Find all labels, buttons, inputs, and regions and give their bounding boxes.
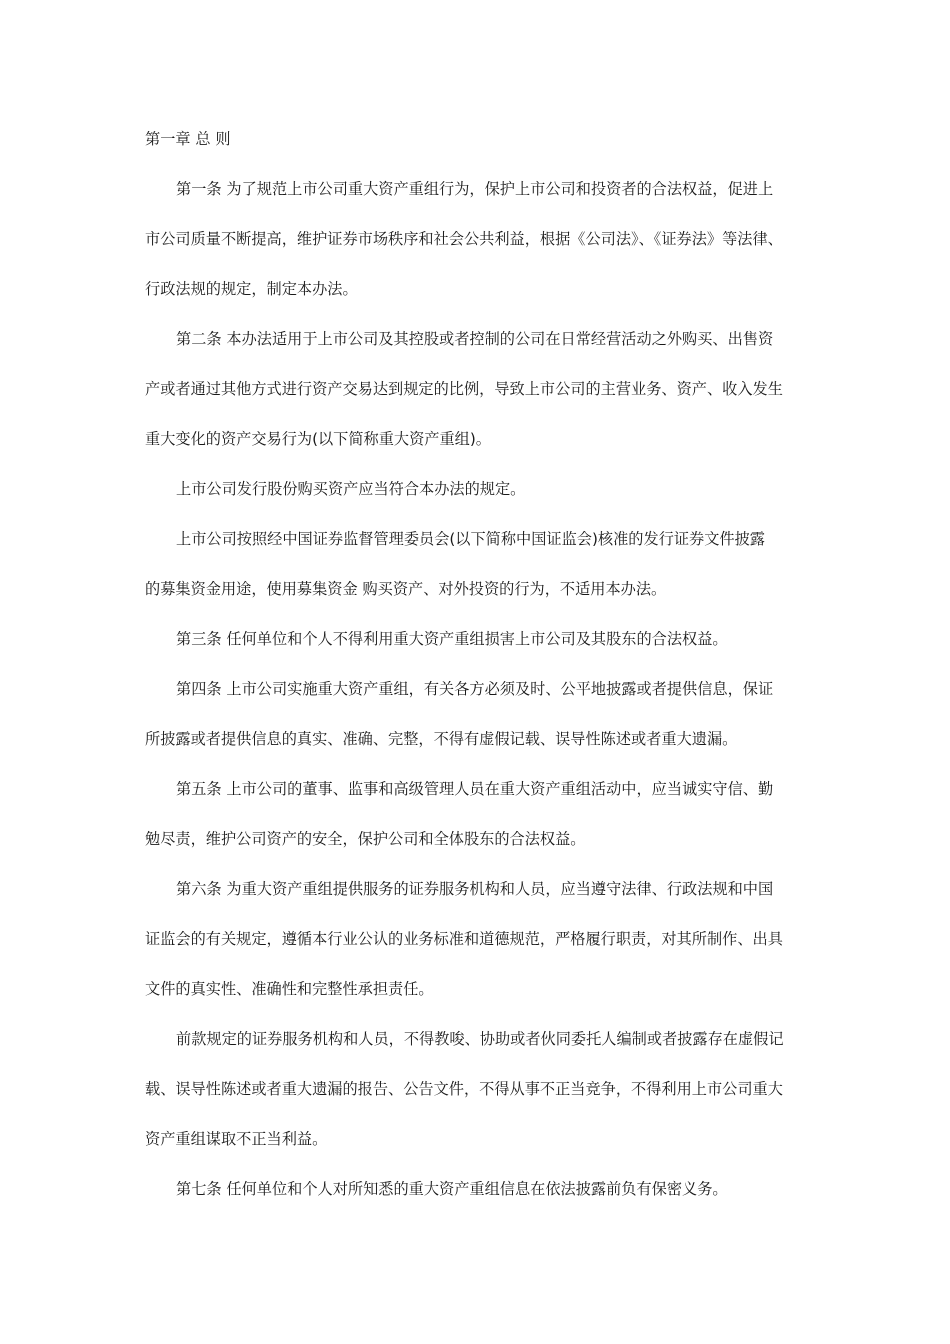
article-2-para-3-line-2: 的募集资金用途，使用募集资金 购买资产、对外投资的行为，不适用本办法。 [145,580,667,598]
article-7: 第七条 任何单位和个人对所知悉的重大资产重组信息在依法披露前负有保密义务。 [176,1180,728,1198]
article-3: 第三条 任何单位和个人不得利用重大资产重组损害上市公司及其股东的合法权益。 [176,630,728,648]
article-6-para-2-line-3: 资产重组谋取不正当利益。 [145,1130,328,1148]
article-1-line-2: 市公司质量不断提高，维护证券市场秩序和社会公共利益，根据《公司法》、《证券法》等法律、 [145,230,783,248]
article-4-line-2: 所披露或者提供信息的真实、准确、完整，不得有虚假记载、误导性陈述或者重大遗漏。 [145,730,738,748]
article-2-para-2: 上市公司发行股份购买资产应当符合本办法的规定。 [176,480,526,498]
article-4-line-1: 第四条 上市公司实施重大资产重组，有关各方必须及时、公平地披露或者提供信息，保证 [176,680,774,698]
article-1-line-1: 第一条 为了规范上市公司重大资产重组行为，保护上市公司和投资者的合法权益，促进上 [176,180,774,198]
article-2-line-3: 重大变化的资产交易行为(以下简称重大资产重组)。 [145,430,491,448]
article-1-line-3: 行政法规的规定，制定本办法。 [145,280,358,298]
article-2-line-2: 产或者通过其他方式进行资产交易达到规定的比例，导致上市公司的主营业务、资产、收入发生 [145,380,783,398]
article-6-line-2: 证监会的有关规定，遵循本行业公认的业务标准和道德规范，严格履行职责，对其所制作、出具 [145,930,783,948]
chapter-heading: 第一章 总 则 [145,130,231,148]
article-6-para-2-line-1: 前款规定的证券服务机构和人员，不得教唆、协助或者伙同委托人编制或者披露存在虚假记 [176,1030,784,1048]
article-6-line-1: 第六条 为重大资产重组提供服务的证券服务机构和人员，应当遵守法律、行政法规和中国 [176,880,774,898]
article-2-para-3-line-1: 上市公司按照经中国证券监督管理委员会(以下简称中国证监会)核准的发行证券文件披露 [176,530,765,548]
article-2-line-1: 第二条 本办法适用于上市公司及其控股或者控制的公司在日常经营活动之外购买、出售资 [176,330,774,348]
article-6-para-2-line-2: 载、误导性陈述或者重大遗漏的报告、公告文件，不得从事不正当竞争，不得利用上市公司重大 [145,1080,783,1098]
article-5-line-2: 勉尽责，维护公司资产的安全，保护公司和全体股东的合法权益。 [145,830,586,848]
article-5-line-1: 第五条 上市公司的董事、监事和高级管理人员在重大资产重组活动中，应当诚实守信、勤 [176,780,774,798]
article-6-line-3: 文件的真实性、准确性和完整性承担责任。 [145,980,434,998]
